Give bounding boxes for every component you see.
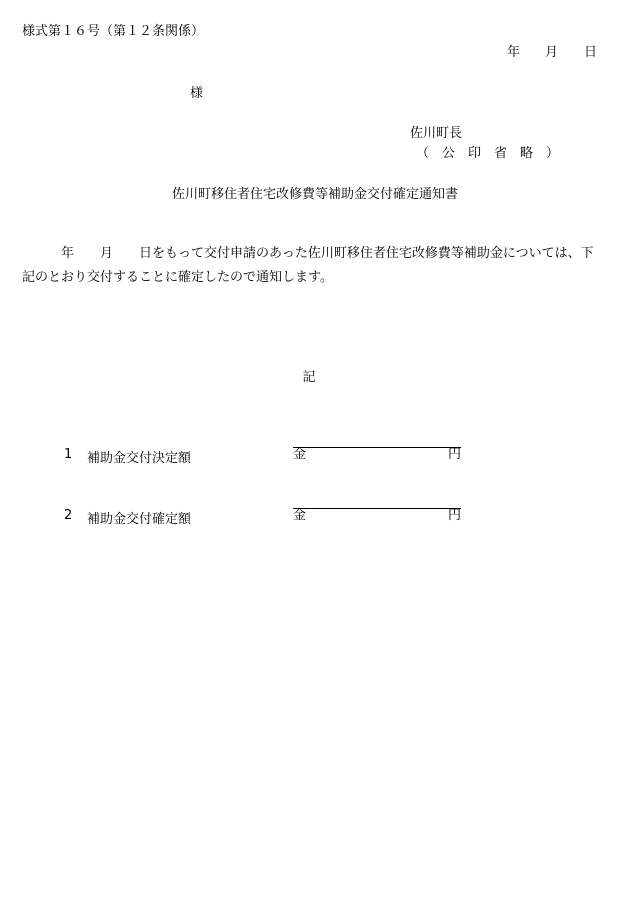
amount-unit: 円: [447, 447, 461, 462]
seal-omitted-note: （ 公 印 省 略 ）: [416, 146, 560, 161]
amount-prefix: 金: [293, 447, 307, 462]
date-day-label: 日: [584, 45, 598, 60]
item-label-decision-amount: 補助金交付決定額: [87, 451, 192, 466]
item-number: 2: [64, 508, 73, 523]
amount-field-decision: [293, 447, 461, 462]
ki-heading: 記: [302, 370, 316, 385]
addressee-suffix: 様: [190, 86, 204, 101]
document-title: 佐川町移住者住宅改修費等補助金交付確定通知書: [171, 187, 458, 202]
amount-unit: 円: [447, 508, 461, 523]
amount-prefix: 金: [293, 508, 307, 523]
date-month-label: 月: [545, 45, 559, 60]
body-line-1: 年 月 日をもって交付申請のあった佐川町移住者住宅改修費等補助金については、下: [61, 246, 594, 261]
item-number: 1: [64, 447, 73, 462]
item-label-confirmed-amount: 補助金交付確定額: [87, 512, 192, 527]
amount-field-confirmed: [293, 508, 461, 523]
body-line-2: 記のとおり交付することに確定したので通知します。: [22, 270, 333, 285]
issuer-name: 佐川町長: [410, 126, 463, 141]
body-paragraph: [22, 242, 600, 290]
form-number: 様式第１６号（第１２条関係）: [22, 24, 205, 39]
date-year-label: 年: [507, 45, 521, 60]
